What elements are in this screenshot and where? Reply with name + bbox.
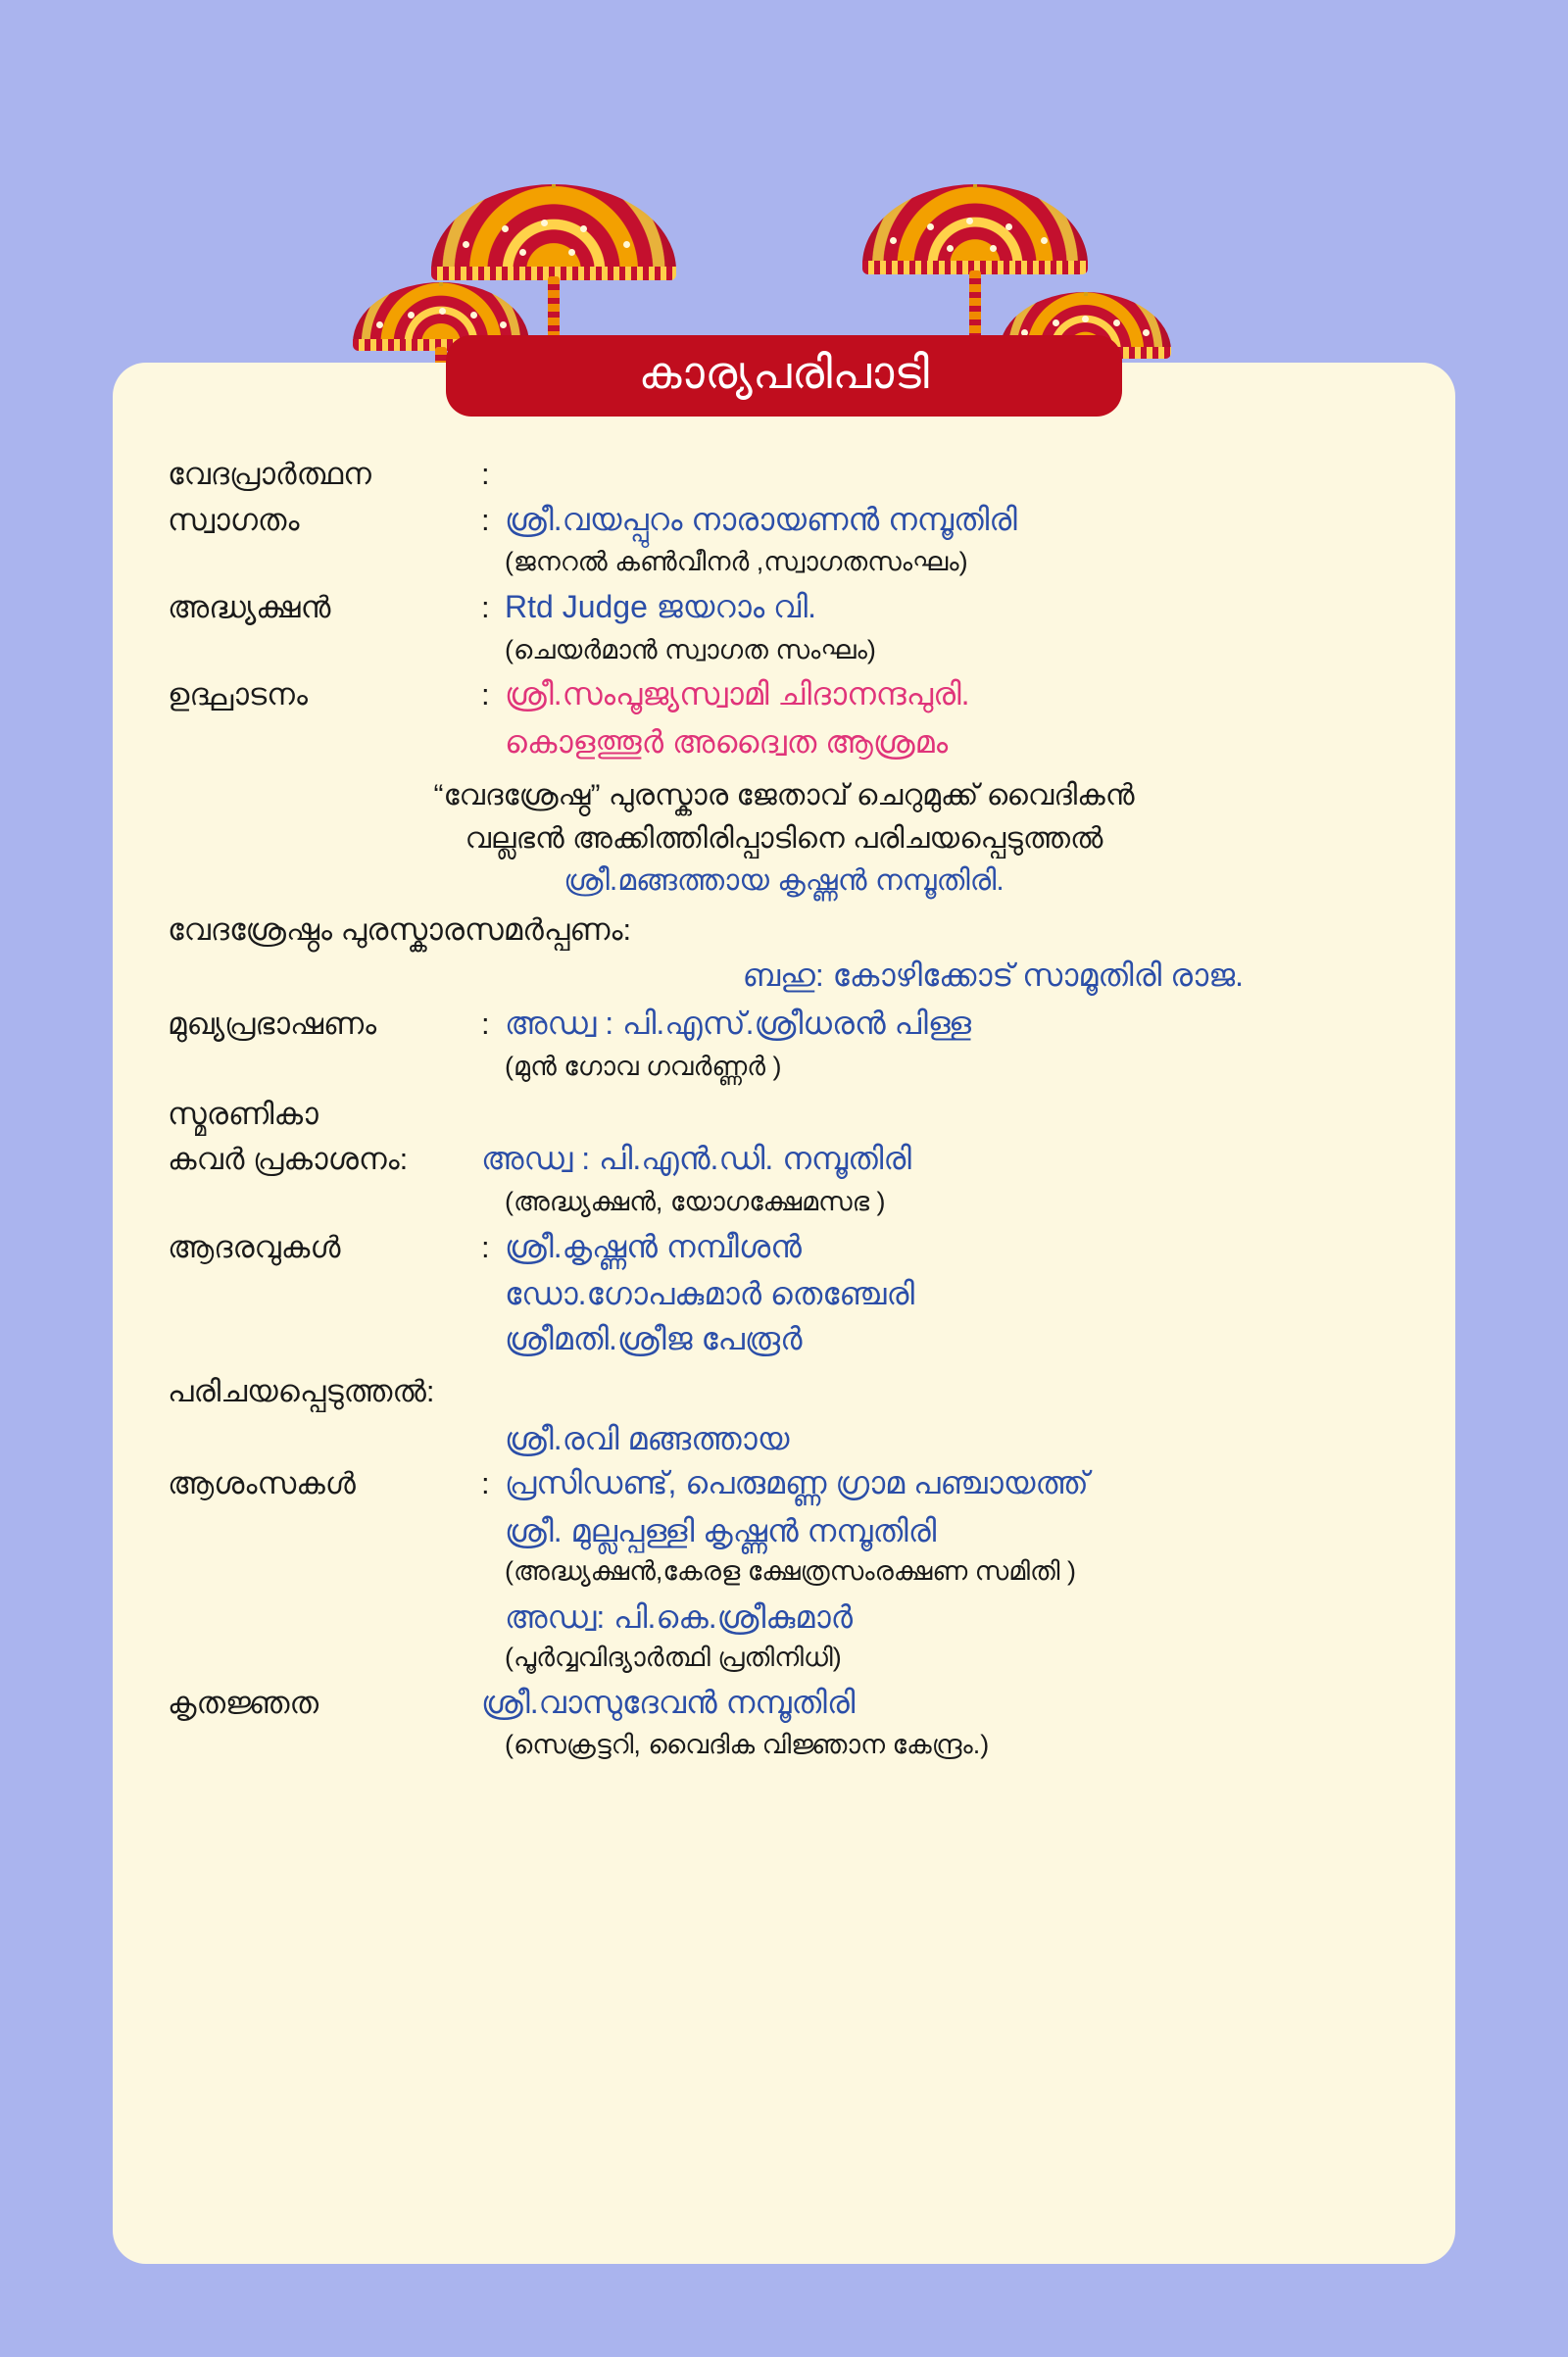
item-value: ശ്രീ. മുല്ലപ്പള്ളി കൃഷ്ണൻ നമ്പൂതിരി [505, 1512, 937, 1548]
item-colon: : [481, 590, 490, 625]
item-value: ശ്രീ.കൃഷ്ണൻ നമ്പീശൻ [505, 1228, 802, 1264]
list-item [168, 1137, 1400, 1181]
list-item [168, 1681, 1400, 1725]
list-item [168, 453, 1400, 496]
programme-list [113, 453, 1455, 1768]
item-label: ആദരവുകൾ [168, 1229, 341, 1264]
umbrella-decoration-row [0, 69, 1568, 353]
item-subtitle: (സെക്രട്ടറി, വൈദിക വിജ്ഞാന കേന്ദ്രം.) [505, 1730, 990, 1760]
list-item [168, 1461, 1400, 1505]
item-label: അദ്ധ്യക്ഷൻ [168, 590, 331, 625]
item-subtitle: (പൂർവ്വവിദ്യാർത്ഥി പ്രതിനിധി) [505, 1643, 842, 1673]
award-intro-presenter: ശ്രീ.മങ്ങത്തായ കൃഷ്ണൻ നമ്പൂതിരി. [564, 864, 1004, 898]
programme-card [113, 347, 1455, 2264]
item-subtitle: (ചെയർമാൻ സ്വാഗത സംഘം) [505, 634, 876, 664]
item-colon: : [481, 503, 490, 538]
award-presentation-value: ബഹു: കോഴിക്കോട് സാമൂതിരി രാജ. [742, 957, 1244, 993]
list-item [168, 1002, 1400, 1046]
item-colon: : [481, 677, 490, 712]
award-presentation-label: വേദശ്രേഷ്ഠം പുരസ്കാരസമർപ്പണം: [168, 911, 632, 947]
item-subtitle: (അദ്ധ്യക്ഷൻ,കേരള ക്ഷേത്രസംരക്ഷണ സമിതി ) [505, 1555, 1077, 1586]
item-value: ശ്രീ.വാസുദേവൻ നമ്പൂതിരി [481, 1684, 856, 1720]
item-colon: : [481, 1007, 490, 1042]
introduction-value: ശ്രീ.രവി മങ്ങത്തായ [505, 1420, 790, 1456]
award-intro-line2: വല്ലഭൻ അക്കിത്തിരിപ്പാടിനെ പരിചയപ്പെടുത്തൽ [465, 821, 1103, 855]
list-item [168, 585, 1400, 629]
item-value: പ്രസിഡണ്ട്, പെരുമണ്ണ ഗ്രാമ പഞ്ചായത്ത് [505, 1465, 1089, 1501]
item-value: ശ്രീ.സംപൂജ്യസ്വാമി ചിദാനന്ദപുരി. [505, 676, 970, 712]
item-subtitle: (ജനറൽ കൺവീനർ ,സ്വാഗതസംഘം) [505, 547, 968, 577]
item-label: കവർ പ്രകാശനം: [168, 1142, 409, 1177]
item-value: അഡ്വ: പി.കെ.ശ്രീകുമാർ [505, 1598, 854, 1635]
item-colon: : [481, 1229, 490, 1264]
award-intro-line1: “വേദശ്രേഷ്ഠ” പുരസ്കാര ജേതാവ് ചെറുമുക്ക് വൈദികൻ [433, 779, 1135, 812]
list-item [168, 672, 1400, 716]
item-colon: : [481, 1466, 490, 1501]
item-value: ഡോ.ഗോപകുമാർ തെഞ്ചേരി [505, 1275, 915, 1311]
item-value: ശ്രീ.വയപ്പുറം നാരായണൻ നമ്പൂതിരി [505, 502, 1017, 538]
page-title: കാര്യപരിപാടി [446, 335, 1122, 417]
item-label: സ്വാഗതം [168, 503, 300, 538]
item-value: Rtd Judge ജയറാം വി. [505, 589, 816, 625]
item-label: ഉദ്ഘാടനം [168, 677, 308, 712]
item-subtitle: (അദ്ധ്യക്ഷൻ, യോഗക്ഷേമസഭ ) [505, 1186, 886, 1216]
item-value: ശ്രീമതി.ശ്രീജ പേരൂർ [505, 1321, 803, 1357]
list-item [168, 1225, 1400, 1269]
item-subtitle: (മുൻ ഗോവ ഗവർണ്ണർ ) [505, 1051, 782, 1081]
introduction-label: പരിചയപ്പെടുത്തൽ: [168, 1373, 435, 1408]
item-label: മുഖ്യപ്രഭാഷണം [168, 1007, 377, 1042]
souvenir-heading: സ്മരണികാ [168, 1097, 318, 1132]
item-label: കൃതജ്ഞത [168, 1685, 319, 1720]
item-value-secondary: കൊളത്തൂർ അദ്വൈത ആശ്രമം [505, 723, 949, 760]
list-item [168, 498, 1400, 542]
item-label: വേദപ്രാർത്ഥന [168, 457, 371, 491]
item-colon: : [481, 457, 490, 491]
item-value: അഡ്വ : പി.എസ്.ശ്രീധരൻ പിള്ള [505, 1006, 972, 1042]
item-label: ആശംസകൾ [168, 1466, 356, 1501]
item-value: അഡ്വ : പി.എൻ.ഡി. നമ്പൂതിരി [481, 1141, 911, 1177]
award-intro-block [168, 774, 1400, 903]
